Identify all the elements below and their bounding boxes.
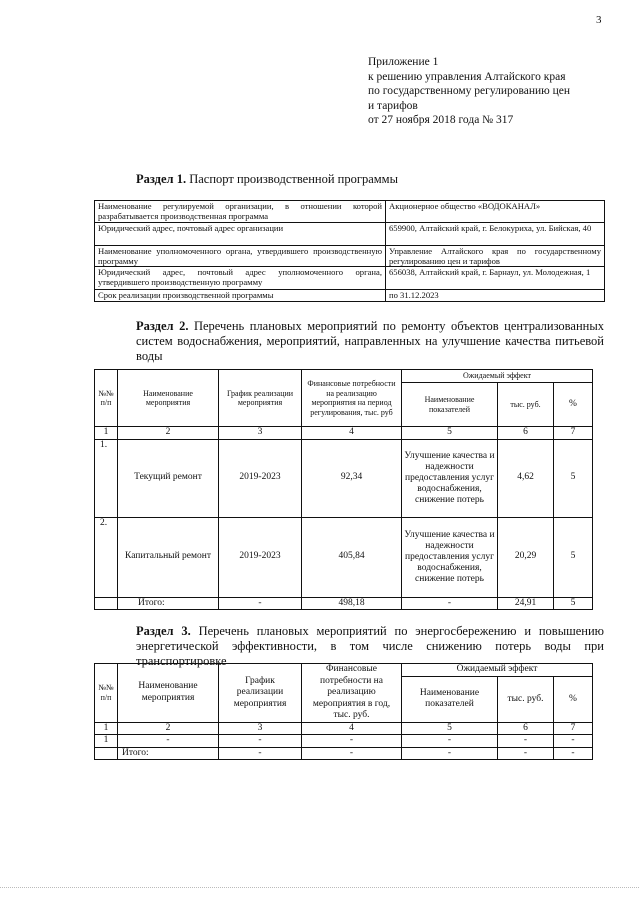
appendix-line: Приложение 1: [368, 56, 439, 68]
index-cell: 1: [95, 722, 118, 735]
total-row: [95, 747, 593, 760]
header-name: Наименование мероприятия: [118, 370, 219, 427]
total-schedule: -: [219, 747, 302, 760]
row-thousand: -: [498, 735, 554, 748]
row-finance: 92,34: [302, 439, 402, 517]
table-header-row: [95, 370, 593, 383]
index-cell: 4: [302, 722, 402, 735]
total-empty: [95, 747, 118, 760]
table-row: [95, 439, 593, 517]
total-empty: [95, 597, 118, 610]
appendix-line: от 27 ноября 2018 года № 317: [368, 114, 514, 127]
total-indicator: -: [402, 597, 498, 610]
section-1-heading: [136, 172, 398, 187]
row-name: Текущий ремонт: [118, 439, 219, 517]
appendix-line: и тарифов: [368, 99, 418, 112]
table-row: [95, 201, 605, 223]
row-indicator: -: [402, 735, 498, 748]
section-3-label: Раздел 3.: [136, 624, 191, 638]
index-cell: 5: [402, 722, 498, 735]
header-finance: Финансовые потребности на реализацию мероприятия в год, тыс. руб.: [302, 664, 402, 723]
row-percent: -: [554, 735, 593, 748]
section-2-heading: [94, 319, 604, 364]
appendix-line: по государственному регулированию цен: [368, 85, 571, 98]
total-thousand: 24,91: [498, 597, 554, 610]
header-indicator: Наименование показателей: [402, 677, 498, 722]
page-bottom-rule: [0, 887, 639, 888]
index-cell: 2: [118, 427, 219, 440]
page-number: 3: [596, 14, 602, 26]
header-thousand: тыс. руб.: [498, 383, 554, 427]
index-cell: 7: [554, 427, 593, 440]
section-1-title: Паспорт производственной программы: [186, 172, 398, 186]
passport-value: 656038, Алтайский край, г. Барнаул, ул. Молодежная, 1: [386, 267, 605, 290]
row-num: 1: [95, 735, 118, 748]
passport-value: Управление Алтайского края по государственному регулированию цен и тарифов: [386, 246, 605, 267]
row-percent: 5: [554, 517, 593, 597]
index-cell: 5: [402, 427, 498, 440]
appendix-block: [368, 55, 630, 128]
total-thousand: -: [498, 747, 554, 760]
total-schedule: -: [219, 597, 302, 610]
total-label: Итого:: [118, 597, 219, 610]
table-row: [95, 223, 605, 246]
total-indicator: -: [402, 747, 498, 760]
passport-label: Юридический адрес, почтовый адрес уполномоченного органа, утвердившего производственную программу: [95, 267, 386, 290]
header-effect: Ожидаемый эффект: [402, 370, 593, 383]
header-finance: Финансовые потребности на реализацию мероприятия на период регулирования, тыс. руб: [302, 370, 402, 427]
index-row: [95, 427, 593, 440]
section-2-label: Раздел 2.: [136, 319, 189, 333]
passport-table: [94, 200, 605, 302]
total-row: [95, 597, 593, 610]
index-row: [95, 722, 593, 735]
section-2-title: Перечень плановых мероприятий по ремонту объектов централизованных систем водоснабжения, мероприятий, направленных на улучшение качества питьевой воды: [136, 319, 604, 363]
table-row: [95, 267, 605, 290]
total-label: Итого:: [118, 747, 219, 760]
row-thousand: 20,29: [498, 517, 554, 597]
header-thousand: тыс. руб.: [498, 677, 554, 722]
index-cell: 1: [95, 427, 118, 440]
header-num: №№ п/п: [95, 664, 118, 723]
passport-label: Наименование регулируемой организации, в отношении которой разрабатывается производственная программа: [95, 201, 386, 223]
index-cell: 7: [554, 722, 593, 735]
passport-label: Наименование уполномоченного органа, утвердившего производственную программу: [95, 246, 386, 267]
header-percent: %: [554, 383, 593, 427]
passport-label: Срок реализации производственной программы: [95, 290, 386, 302]
section-3-title: Перечень плановых мероприятий по энергосбережению и повышению энергетической эффективности, в том числе снижению потерь воды при транспортировке: [136, 624, 604, 668]
total-finance: -: [302, 747, 402, 760]
passport-value: 659900, Алтайский край, г. Белокуриха, ул. Бийская, 40: [386, 223, 605, 246]
row-schedule: 2019-2023: [219, 439, 302, 517]
section-1-label: Раздел 1.: [136, 172, 187, 186]
header-percent: %: [554, 677, 593, 722]
passport-label: Юридический адрес, почтовый адрес организации: [95, 223, 386, 246]
energy-plan-table: [94, 663, 593, 760]
passport-value: Акционерное общество «ВОДОКАНАЛ»: [386, 201, 605, 223]
index-cell: 6: [498, 722, 554, 735]
table-row: [95, 735, 593, 748]
index-cell: 6: [498, 427, 554, 440]
appendix-line: к решению управления Алтайского края: [368, 70, 566, 83]
row-thousand: 4,62: [498, 439, 554, 517]
index-cell: 2: [118, 722, 219, 735]
row-finance: 405,84: [302, 517, 402, 597]
table-row: [95, 246, 605, 267]
row-indicator: Улучшение качества и надежности предоставления услуг водоснабжения, снижение потерь: [402, 517, 498, 597]
row-num: 1.: [95, 439, 118, 517]
header-indicator: Наименование показателей: [402, 383, 498, 427]
table-header-row: [95, 664, 593, 677]
table-row: [95, 517, 593, 597]
repair-plan-table: [94, 369, 593, 610]
row-schedule: 2019-2023: [219, 517, 302, 597]
header-effect: Ожидаемый эффект: [402, 664, 593, 677]
header-schedule: График реализации мероприятия: [219, 370, 302, 427]
total-percent: -: [554, 747, 593, 760]
index-cell: 3: [219, 427, 302, 440]
row-indicator: Улучшение качества и надежности предоставления услуг водоснабжения, снижение потерь: [402, 439, 498, 517]
total-percent: 5: [554, 597, 593, 610]
row-name: -: [118, 735, 219, 748]
header-num: №№ п/п: [95, 370, 118, 427]
row-num: 2.: [95, 517, 118, 597]
row-schedule: -: [219, 735, 302, 748]
index-cell: 3: [219, 722, 302, 735]
header-schedule: График реализации мероприятия: [219, 664, 302, 723]
index-cell: 4: [302, 427, 402, 440]
header-name: Наименование мероприятия: [118, 664, 219, 723]
row-name: Капитальный ремонт: [118, 517, 219, 597]
total-finance: 498,18: [302, 597, 402, 610]
passport-value: по 31.12.2023: [386, 290, 605, 302]
row-percent: 5: [554, 439, 593, 517]
table-row: [95, 290, 605, 302]
row-finance: -: [302, 735, 402, 748]
